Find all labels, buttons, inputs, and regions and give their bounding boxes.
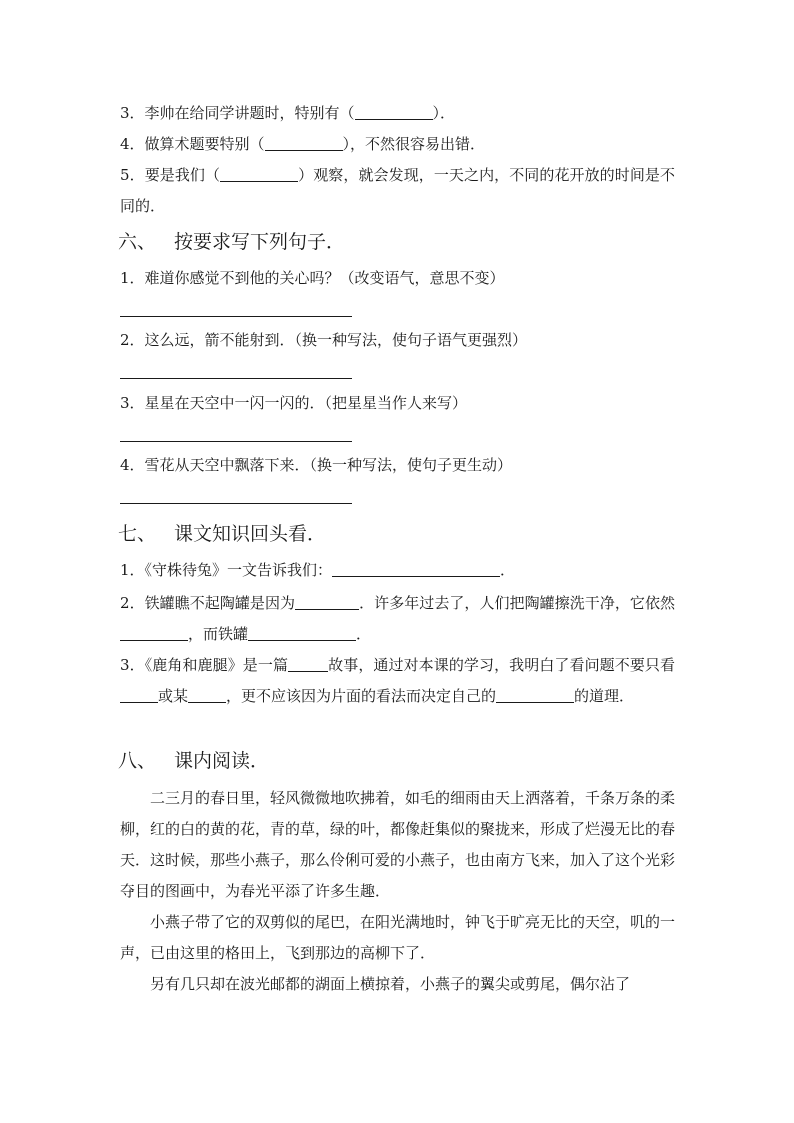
part7-question-1: 1．《守株待兔》一文告诉我们： ．: [120, 561, 516, 579]
section-heading-6: 六、 按要求写下列句子．: [118, 231, 346, 253]
answer-blank[interactable]: [248, 625, 356, 641]
reading-paragraph-3: 另有几只却在波光邮都的湖面上横掠着，小燕子的翼尖或剪尾，偶尔沾了: [150, 975, 631, 993]
answer-line[interactable]: [120, 316, 352, 317]
answer-blank[interactable]: [295, 594, 359, 610]
reading-paragraph-1: 二三月的春日里，轻风微微地吹拂着，如毛的细雨由天上洒落着，千条万条的柔柳，红的白的黄的花，青的草，绿的叶，都像赶集似的聚拢来，形成了烂漫无比的春天．这时候，那些小燕子，那么伶俐可爱的小燕子，也由南方飞来，加入了这个光彩夺目的图画中，为春光平添了许多生趣．: [120, 789, 676, 900]
part6-question-4: 4．雪花从天空中飘落下来．（换一种写法，使句子更生动）: [120, 456, 513, 474]
part6-question-3: 3．星星在天空中一闪一闪的．（把星星当作人来写）: [120, 394, 468, 412]
answer-blank[interactable]: [265, 135, 343, 151]
answer-blank[interactable]: [220, 166, 298, 182]
reading-paragraph-2: 小燕子带了它的双剪似的尾巴，在阳光满地时，钟飞于旷亮无比的天空，叽的一声，已由这里的格田上，飞到那边的高柳下了．: [120, 913, 676, 962]
section-heading-7: 七、 课文知识回头看．: [118, 523, 327, 545]
answer-blank[interactable]: [355, 104, 433, 120]
answer-line[interactable]: [120, 503, 352, 504]
answer-blank[interactable]: [120, 625, 188, 641]
section-heading-8: 八、 课内阅读．: [118, 750, 270, 772]
part5-question-5: 5．要是我们（ ）观察，就会发现，一天之内，不同的花开放的时间是不同的．: [120, 166, 675, 215]
answer-blank[interactable]: [120, 687, 158, 703]
answer-blank[interactable]: [288, 656, 328, 672]
answer-blank[interactable]: [188, 687, 226, 703]
part6-question-1: 1．难道你感觉不到他的关心吗？（改变语气，意思不变）: [120, 269, 505, 287]
answer-blank[interactable]: [496, 687, 574, 703]
part7-question-2: 2．铁罐瞧不起陶罐是因为 ．许多年过去了，人们把陶罐擦洗干净，它依然，而铁罐 ．: [120, 594, 675, 643]
part6-question-2: 2．这么远，箭不能射到．（换一种写法，使句子语气更强烈）: [120, 331, 528, 349]
part5-question-4: 4．做算术题要特别（ ），不然很容易出错．: [120, 135, 486, 153]
part5-question-3: 3．李帅在给同学讲题时，特别有（ ）．: [120, 104, 456, 122]
answer-blank[interactable]: [332, 561, 500, 577]
answer-line[interactable]: [120, 378, 352, 379]
answer-line[interactable]: [120, 441, 352, 442]
part7-question-3: 3．《鹿角和鹿腿》是一篇 故事，通过对本课的学习，我明白了看问题不要只看或某 ，更不应该因为片面的看法而决定自己的 的道理．: [120, 656, 675, 705]
